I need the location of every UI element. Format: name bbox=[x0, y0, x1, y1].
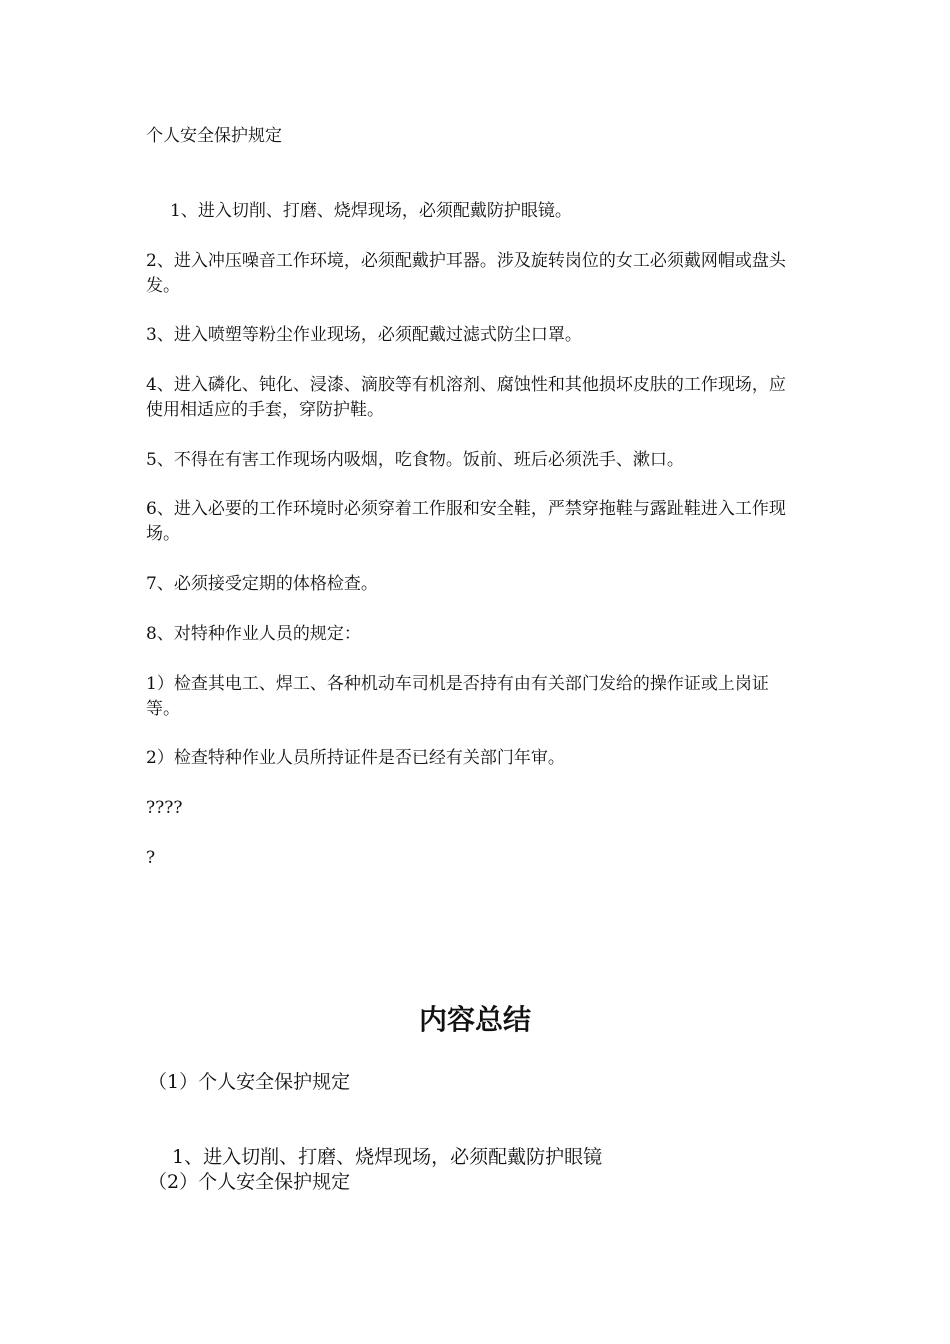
document-title: 个人安全保护规定 bbox=[146, 126, 282, 146]
paragraph-11: ???? bbox=[146, 798, 183, 818]
paragraph-12: ? bbox=[146, 848, 156, 868]
summary-item-3: （2）个人安全保护规定 bbox=[148, 1171, 351, 1193]
paragraph-6: 6、进入必要的工作环境时必须穿着工作服和安全鞋，严禁穿拖鞋与露趾鞋进入工作现场。 bbox=[146, 499, 786, 544]
summary-item-1: （1）个人安全保护规定 bbox=[148, 1071, 351, 1093]
summary-heading: 内容总结 bbox=[418, 1003, 531, 1036]
paragraph-3: 3、进入喷塑等粉尘作业现场，必须配戴过滤式防尘口罩。 bbox=[146, 325, 582, 345]
paragraph-5: 5、不得在有害工作现场内吸烟，吃食物。饭前、班后必须洗手、漱口。 bbox=[146, 450, 684, 470]
summary-item-2: 1、进入切削、打磨、烧焊现场，必须配戴防护眼镜 bbox=[172, 1146, 603, 1168]
paragraph-4: 4、进入磷化、钝化、浸漆、滴胶等有机溶剂、腐蚀性和其他损坏皮肤的工作现场，应使用相适应的手套，穿防护鞋。 bbox=[146, 375, 786, 420]
paragraph-9: 1）检查其电工、焊工、各种机动车司机是否持有由有关部门发给的操作证或上岗证等。 bbox=[146, 674, 769, 719]
paragraph-7: 7、必须接受定期的体格检查。 bbox=[146, 574, 378, 594]
paragraph-1: 1、进入切削、打磨、烧焊现场，必须配戴防护眼镜。 bbox=[170, 201, 572, 221]
paragraph-2: 2、进入冲压噪音工作环境，必须配戴护耳器。涉及旋转岗位的女工必须戴网帽或盘头发。 bbox=[146, 251, 786, 296]
paragraph-8: 8、对特种作业人员的规定： bbox=[146, 624, 361, 644]
paragraph-10: 2）检查特种作业人员所持证件是否已经有关部门年审。 bbox=[146, 748, 565, 768]
